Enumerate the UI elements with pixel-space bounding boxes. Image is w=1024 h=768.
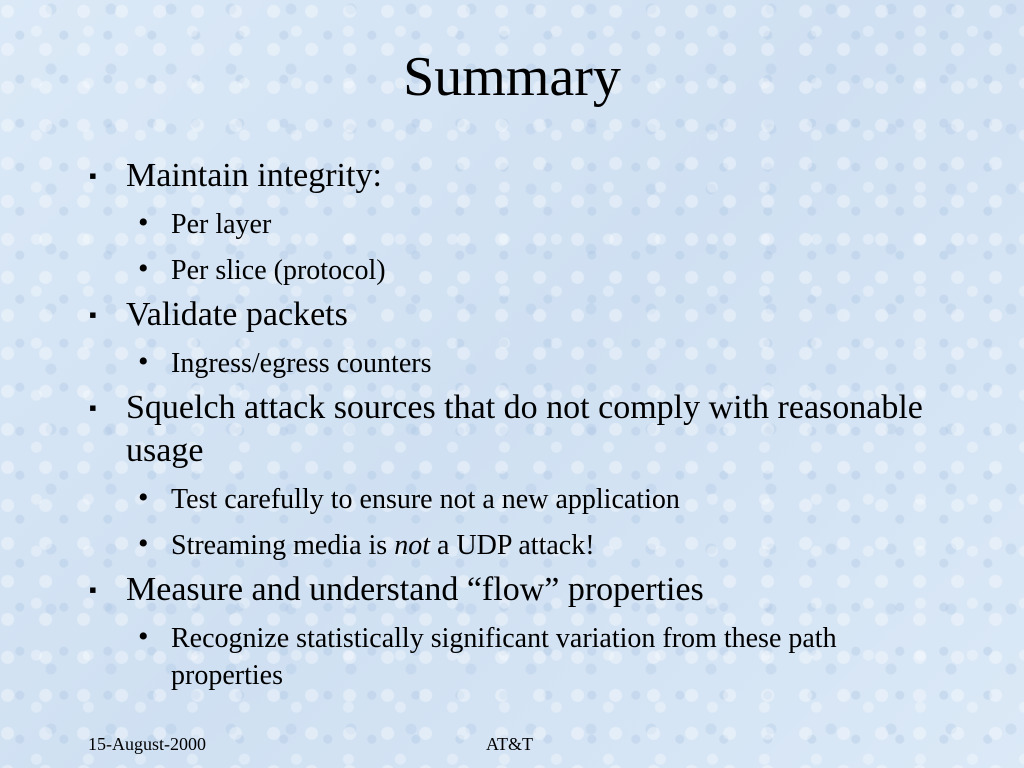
sub-bullet-text-after: a UDP attack! [429, 530, 595, 561]
sub-bullet-per-slice [86, 252, 946, 289]
sub-bullet-text: Test carefully to ensure not a new application [171, 484, 680, 515]
bullet-maintain-integrity [86, 154, 946, 197]
dot-bullet-icon: • [138, 527, 149, 560]
bullet-squelch-attack [86, 386, 946, 472]
square-bullet-icon: ▪ [89, 163, 97, 188]
sub-bullet-recognize [86, 620, 946, 694]
bullet-text: Validate packets [126, 296, 348, 333]
sub-bullet-emphasis: not [394, 530, 430, 561]
sub-bullet-streaming-media [86, 527, 946, 564]
dot-bullet-icon: • [138, 481, 149, 514]
bullet-text: Squelch attack sources that do not comply with reasonable usage [126, 389, 923, 469]
sub-bullet-text: Per slice (protocol) [171, 255, 386, 286]
sub-bullet-per-layer [86, 206, 946, 243]
dot-bullet-icon: • [138, 252, 149, 285]
square-bullet-icon: ▪ [89, 395, 97, 420]
sub-bullet-counters [86, 345, 946, 382]
sub-bullet-text: Ingress/egress counters [171, 348, 432, 379]
dot-bullet-icon: • [138, 345, 149, 378]
bullet-text: Maintain integrity: [126, 157, 382, 194]
bullet-text: Measure and understand “flow” properties [126, 571, 704, 608]
sub-bullet-test-carefully [86, 481, 946, 518]
sub-bullet-text: Recognize statistically significant variation from these path properties [171, 623, 837, 691]
square-bullet-icon: ▪ [89, 577, 97, 602]
bullet-validate-packets [86, 293, 946, 336]
footer-org: AT&T [486, 734, 533, 754]
bullet-measure-flow [86, 568, 946, 611]
sub-bullet-text: Per layer [171, 209, 272, 240]
footer-date: 15-August-2000 [88, 734, 206, 754]
dot-bullet-icon: • [138, 206, 149, 239]
sub-bullet-text-before: Streaming media is [171, 530, 395, 561]
bullet-list [86, 150, 946, 694]
slide-title: Summary [403, 46, 621, 108]
square-bullet-icon: ▪ [89, 302, 97, 327]
dot-bullet-icon: • [138, 620, 149, 653]
